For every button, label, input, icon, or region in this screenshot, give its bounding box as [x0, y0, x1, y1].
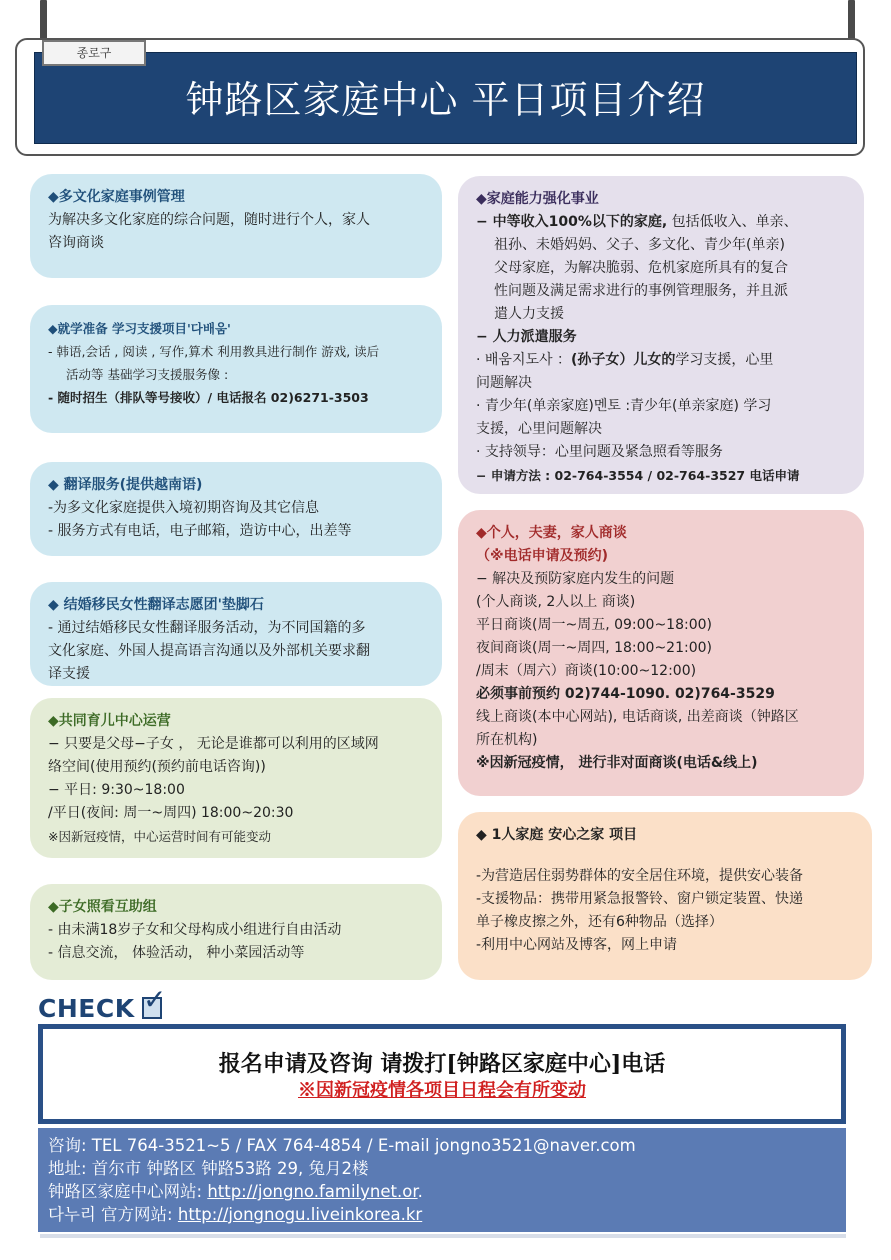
- card-multicultural-case: [30, 174, 442, 278]
- card-line: 支援，心里问题解决: [476, 421, 602, 437]
- card-line: 络空间(使用预约(预约前电话咨询)): [48, 759, 266, 775]
- contact-phone-email: 咨询: TEL 764-3521~5 / FAX 764-4854 / E-mail jongno3521@naver.com: [48, 1136, 636, 1155]
- checkmark-icon: ✓: [143, 983, 167, 1016]
- notice-main: 报名申请及咨询 请拨打[钟路区家庭中心]电话: [218, 1051, 666, 1077]
- contact-danuri-row: [48, 1203, 836, 1226]
- card-line: 译支援: [48, 666, 90, 682]
- card-translation: [30, 462, 442, 556]
- card-line-bold: ※因新冠疫情， 进行非对面商谈(电话&线上): [476, 755, 758, 771]
- card-line: 活动等 基础学习支援服务像 :: [66, 367, 229, 382]
- notice-box: [38, 1024, 846, 1124]
- card-line-bold: (孙子女）儿女的: [570, 352, 676, 368]
- contact-bar: [38, 1128, 846, 1232]
- card-selfhelp-group: [30, 884, 442, 980]
- card-line: 平日商谈(周一~周五, 09:00~18:00): [476, 617, 712, 633]
- card-counseling: [458, 510, 864, 796]
- danuri-label: 다누리 官方网站:: [48, 1205, 178, 1224]
- card-title: ◆ 1人家庭 安心之家 项目: [476, 827, 638, 843]
- card-line: 所在机构): [476, 732, 538, 748]
- card-title: ◆个人，夫妻，家人商谈: [476, 525, 627, 541]
- card-title: ◆ 翻译服务(提供越南语): [48, 477, 203, 493]
- card-family-capacity: [458, 176, 864, 494]
- contact-site-row: [48, 1180, 836, 1203]
- site-tail: .: [417, 1182, 423, 1201]
- card-line: 为解决多文化家庭的综合问题，随时进行个人，家人: [48, 212, 370, 228]
- card-line: 祖孙、未婚妈妈、父子、多文化、青少年(单亲): [494, 237, 785, 253]
- card-title: ◆多文化家庭事例管理: [48, 189, 185, 205]
- card-line: − 只要是父母−子女 ， 无论是谁都可以利用的区域网: [48, 736, 379, 752]
- card-line: - 韩语,会话 , 阅读 , 写作,算术 利用教具进行制作 游戏, 读后: [48, 344, 380, 359]
- card-school-support: [30, 305, 442, 433]
- card-single-household: [458, 812, 872, 980]
- card-line: - 服务方式有电话，电子邮箱，造访中心，出差等: [48, 523, 352, 539]
- center-site-link[interactable]: http://jongno.familynet.or: [207, 1182, 418, 1201]
- notice-alert: ※因新冠疫情各项目日程会有所变动: [298, 1080, 586, 1101]
- card-line: -为营造居住弱势群体的安全居住环境，提供安心装备: [476, 868, 804, 884]
- danuri-site-link[interactable]: http://jongnogu.liveinkorea.kr: [177, 1205, 423, 1224]
- card-line: 遣人力支援: [494, 306, 564, 322]
- card-line: 包括低收入、单亲、: [667, 214, 798, 230]
- card-line: · 青少年(单亲家庭)멘토 :青少年(单亲家庭) 学习: [476, 398, 772, 414]
- card-line: 问题解决: [476, 375, 532, 391]
- card-line: -为多文化家庭提供入境初期咨询及其它信息: [48, 500, 320, 516]
- card-note: ※因新冠疫情，中心运营时间有可能变动: [48, 829, 271, 844]
- card-line: · 支持领导：心里问题及紧急照看等服务: [476, 444, 723, 460]
- card-line: (个人商谈, 2人以上 商谈): [476, 594, 636, 610]
- card-line: − 平日: 9:30~18:00: [48, 782, 185, 798]
- card-title: ◆子女照看互助组: [48, 899, 157, 915]
- card-line: 夜间商谈(周一~周四, 18:00~21:00): [476, 640, 712, 656]
- card-line: − 解决及预防家庭内发生的问题: [476, 571, 675, 587]
- card-line-bold: - 随时招生（排队等号接收）/ 电话报名 02)6271-3503: [48, 390, 369, 405]
- card-line: /周末（周六）商谈(10:00~12:00): [476, 663, 697, 679]
- card-title: ◆ 结婚移民女性翻译志愿团'垫脚石: [48, 597, 264, 613]
- card-line: - 通过结婚移民女性翻译服务活动，为不同国籍的多: [48, 620, 366, 636]
- district-tag: 종로구: [42, 40, 146, 66]
- card-line: /平日(夜间: 周一~周四) 18:00~20:30: [48, 805, 294, 821]
- card-line: - 信息交流， 体验活动， 种小菜园活动等: [48, 945, 305, 961]
- card-subtitle: （※电话申请及预约): [476, 548, 609, 564]
- card-line: 性问题及满足需求进行的事例管理服务，并且派: [494, 283, 788, 299]
- card-line: 单子橡皮擦之外，还有6种物品（选择）: [476, 914, 723, 930]
- card-line: 文化家庭、外国人提高语言沟通以及外部机关要求翻: [48, 643, 370, 659]
- card-line-bold: 必须事前预约 02)744-1090. 02)764-3529: [476, 686, 775, 702]
- card-volunteer: [30, 582, 442, 686]
- site-label: 钟路区家庭中心网站:: [48, 1182, 208, 1201]
- card-title: ◆就学准备 学习支援项目'다배움': [48, 321, 231, 336]
- contact-shadow: [40, 1234, 846, 1238]
- card-line: · 배움지도사 ：: [476, 352, 571, 368]
- card-title: ◆家庭能力强化事业: [476, 191, 599, 207]
- card-childcare-center: [30, 698, 442, 858]
- card-line-bold: − 申请方法 : 02-764-3554 / 02-764-3527 电话申请: [476, 468, 800, 483]
- card-line: 学习支援，心里: [675, 352, 774, 368]
- card-line: 线上商谈(本中心网站), 电话商谈, 出差商谈（钟路区: [476, 709, 799, 725]
- contact-address: 地址: 首尔市 钟路区 钟路53路 29, 兔月2楼: [48, 1159, 369, 1178]
- check-label: CHECK: [38, 994, 135, 1023]
- card-line: -利用中心网站及博客，网上申请: [476, 937, 678, 953]
- card-line: 父母家庭，为解决脆弱、危机家庭所具有的复合: [494, 260, 788, 276]
- card-title: ◆共同育儿中心运营: [48, 713, 171, 729]
- page-title: 钟路区家庭中心 平日项目介绍: [185, 78, 706, 122]
- card-line: 咨询商谈: [48, 235, 104, 251]
- card-line: -支援物品：携带用紧急报警铃、窗户锁定装置、快递: [476, 891, 804, 907]
- card-line-bold: − 中等收入100%以下的家庭,: [476, 214, 668, 230]
- card-line: - 由未满18岁子女和父母构成小组进行自由活动: [48, 922, 342, 938]
- card-line-bold: − 人力派遣服务: [476, 329, 577, 345]
